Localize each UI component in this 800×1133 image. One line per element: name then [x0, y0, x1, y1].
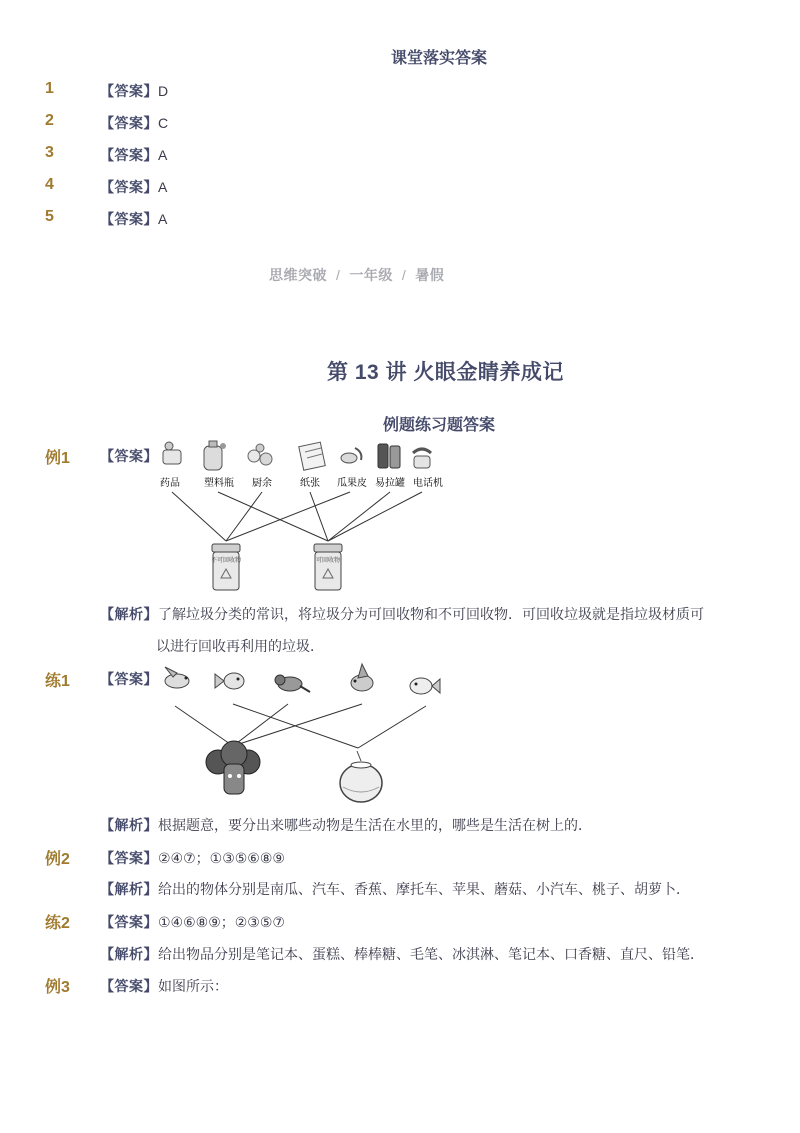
answer-value: D — [158, 83, 169, 99]
item-label: 药品 — [160, 478, 180, 489]
sparrow-icon — [351, 664, 373, 691]
analysis-tag: 【解析】 — [100, 817, 158, 833]
lecture-subtitle: 例题练习题答案 — [383, 417, 496, 434]
answer-number: 5 — [45, 208, 54, 225]
fruit-peel-icon — [341, 448, 361, 463]
answer-number: 4 — [45, 176, 54, 193]
food-waste-icon — [248, 444, 272, 465]
answer-row — [100, 113, 168, 133]
matching-lines — [175, 704, 426, 748]
analysis-text: 了解垃圾分类的常识，将垃圾分为可回收物和不可回收物．可回收垃圾就是指垃圾材质可 — [158, 606, 704, 622]
analysis-row — [100, 815, 592, 835]
bin-label: 可回收物 — [315, 558, 341, 564]
analysis-text: 根据题意，要分出来哪些动物是生活在水里的，哪些是生活在树上的． — [158, 817, 592, 833]
practice-1-label: 练1 — [45, 673, 70, 690]
answer-row — [100, 177, 167, 197]
garbage-sorting-diagram — [150, 436, 450, 606]
answer-value: A — [158, 211, 168, 227]
bin-label: 不可回收物 — [210, 558, 242, 564]
answer-tag: 【答案】 — [100, 850, 158, 866]
fishbowl-icon — [340, 751, 382, 802]
bird-icon — [165, 667, 189, 688]
analysis-text: 给出物品分别是笔记本、蛋糕、棒棒糖、毛笔、冰淇淋、笔记本、口香糖、直尺、铅笔． — [158, 946, 704, 962]
telephone-icon — [413, 449, 431, 468]
answer-row — [100, 976, 228, 996]
example-3-label: 例3 — [45, 979, 70, 996]
answer-value: A — [158, 179, 168, 195]
answer-tag: 【答案】 — [100, 211, 158, 227]
analysis-tag: 【解析】 — [100, 946, 158, 962]
footer-separator: / — [401, 267, 407, 283]
plastic-bottle-icon — [204, 441, 226, 470]
answer-row — [100, 81, 168, 101]
answer-row — [100, 848, 285, 868]
tree-icon — [206, 741, 260, 794]
answer-row — [100, 145, 167, 165]
analysis-row — [100, 944, 704, 964]
footer-separator: / — [336, 267, 341, 283]
answer-number: 1 — [45, 80, 54, 97]
answer-text: ②④⑦；①③⑤⑥⑧⑨ — [158, 850, 285, 866]
item-label: 易拉罐 — [375, 478, 405, 489]
item-label: 厨余 — [252, 478, 272, 489]
analysis-text: 以进行回收再利用的垃圾． — [156, 638, 324, 654]
analysis-tag: 【解析】 — [100, 881, 158, 897]
answer-text: 如图所示： — [158, 978, 228, 994]
footer-grade: 一年级 — [349, 267, 393, 283]
answer-number: 3 — [45, 144, 54, 161]
item-label: 电话机 — [413, 478, 443, 489]
recyclable-bin-icon — [314, 544, 342, 590]
example-2-label: 例2 — [45, 851, 70, 868]
answer-row — [100, 209, 167, 229]
answer-tag: 【答案】 — [100, 671, 158, 687]
example-1-label: 例1 — [45, 450, 70, 467]
answer-row — [100, 912, 285, 932]
animal-habitat-diagram — [150, 656, 450, 811]
analysis-tag: 【解析】 — [100, 606, 158, 622]
answer-tag: 【答案】 — [100, 115, 158, 131]
non-recyclable-bin-icon — [211, 544, 241, 590]
paper-icon — [299, 442, 326, 470]
fish-icon — [410, 678, 440, 694]
answer-text: ①④⑥⑧⑨；②③⑤⑦ — [158, 914, 285, 930]
footer-term: 暑假 — [415, 267, 445, 283]
answer-tag: 【答案】 — [100, 914, 158, 930]
answer-value: C — [158, 115, 169, 131]
answer-tag: 【答案】 — [100, 448, 158, 464]
answer-tag: 【答案】 — [100, 179, 158, 195]
analysis-text: 给出的物体分别是南瓜、汽车、香蕉、摩托车、苹果、蘑菇、小汽车、桃子、胡萝卜． — [158, 881, 690, 897]
analysis-row — [100, 879, 690, 899]
goldfish-icon — [215, 673, 244, 689]
parrot-icon — [275, 675, 310, 692]
item-label: 瓜果皮 — [337, 478, 367, 489]
lecture-title: 第 13 讲 火眼金睛养成记 — [327, 361, 564, 384]
footer-series: 思维突破 — [269, 267, 327, 283]
medicine-icon — [163, 442, 181, 464]
can-icon — [378, 444, 400, 468]
page-footer — [269, 265, 444, 285]
answer-value: A — [158, 147, 168, 163]
answer-tag: 【答案】 — [100, 83, 158, 99]
answer-tag: 【答案】 — [100, 147, 158, 163]
item-label: 塑料瓶 — [204, 478, 234, 489]
section-title: 课堂落实答案 — [391, 50, 488, 67]
matching-lines — [172, 492, 422, 541]
item-label: 纸张 — [300, 478, 320, 489]
practice-2-label: 练2 — [45, 915, 70, 932]
analysis-row — [100, 604, 704, 624]
answer-number: 2 — [45, 112, 54, 129]
answer-tag: 【答案】 — [100, 978, 158, 994]
